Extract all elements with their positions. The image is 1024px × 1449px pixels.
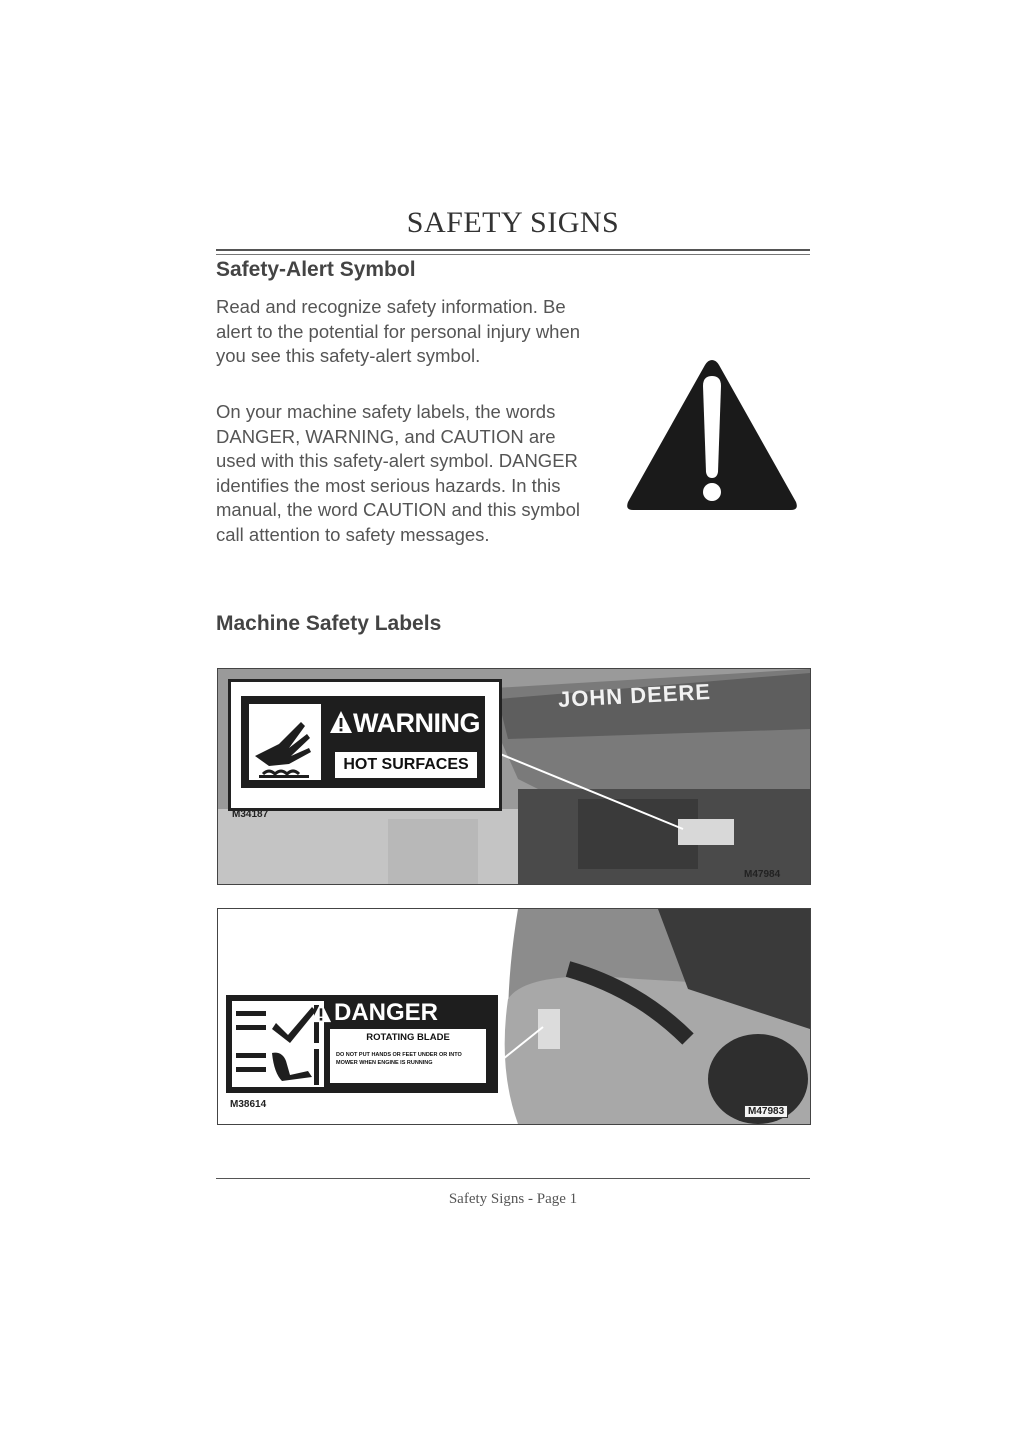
danger-alert-icon (310, 1001, 332, 1023)
warning-alert-icon (329, 710, 353, 734)
warning-signal-word: WARNING (353, 708, 480, 738)
brand-text: JOHN DEERE (557, 679, 712, 712)
figure-danger-rotating-blade (217, 908, 811, 1125)
safety-alert-triangle-icon (624, 354, 800, 514)
rotating-blade-foot-icon (236, 1049, 319, 1085)
paragraph-recognize: Read and recognize safety information. Be alert to the potential for personal injury when you see this safety-alert symbol. (216, 296, 581, 366)
section-heading-machine-labels: Machine Safety Labels (216, 612, 442, 635)
footer-rule (216, 1178, 810, 1179)
photo-code: M47983 (744, 1105, 788, 1118)
danger-signal-word: DANGER (334, 999, 439, 1026)
title-rule-secondary (216, 254, 810, 255)
paragraph-signal-words: On your machine safety labels, the words DANGER, WARNING, and CAUTION are used with this safety-alert symbol. DANGER identifies the most serious hazards. In this manual, the word CAUTION and this symbol call attention to safety messages. (216, 401, 580, 545)
title-rule (216, 249, 810, 251)
danger-message: ROTATING BLADE (366, 1032, 450, 1043)
figure-warning-hot-surfaces (217, 668, 811, 885)
label-code: M34187 (232, 809, 269, 820)
danger-label (226, 995, 498, 1093)
page-title: SAFETY SIGNS (406, 206, 620, 239)
danger-message-box (330, 1029, 486, 1083)
warning-sign (241, 696, 485, 788)
warning-label (228, 679, 502, 811)
photo-code: M47984 (744, 869, 781, 880)
page-footer: Safety Signs - Page 1 (448, 1191, 578, 1207)
hot-surface-hand-icon (249, 704, 321, 780)
section-heading-safety-alert: Safety-Alert Symbol (216, 258, 416, 281)
rotating-blade-hand-icon (236, 1005, 319, 1043)
warning-message: HOT SURFACES (333, 750, 479, 780)
label-code: M38614 (230, 1099, 267, 1110)
danger-detail: DO NOT PUT HANDS OR FEET UNDER OR INTO MOWER WHEN ENGINE IS RUNNING (336, 1052, 462, 1066)
